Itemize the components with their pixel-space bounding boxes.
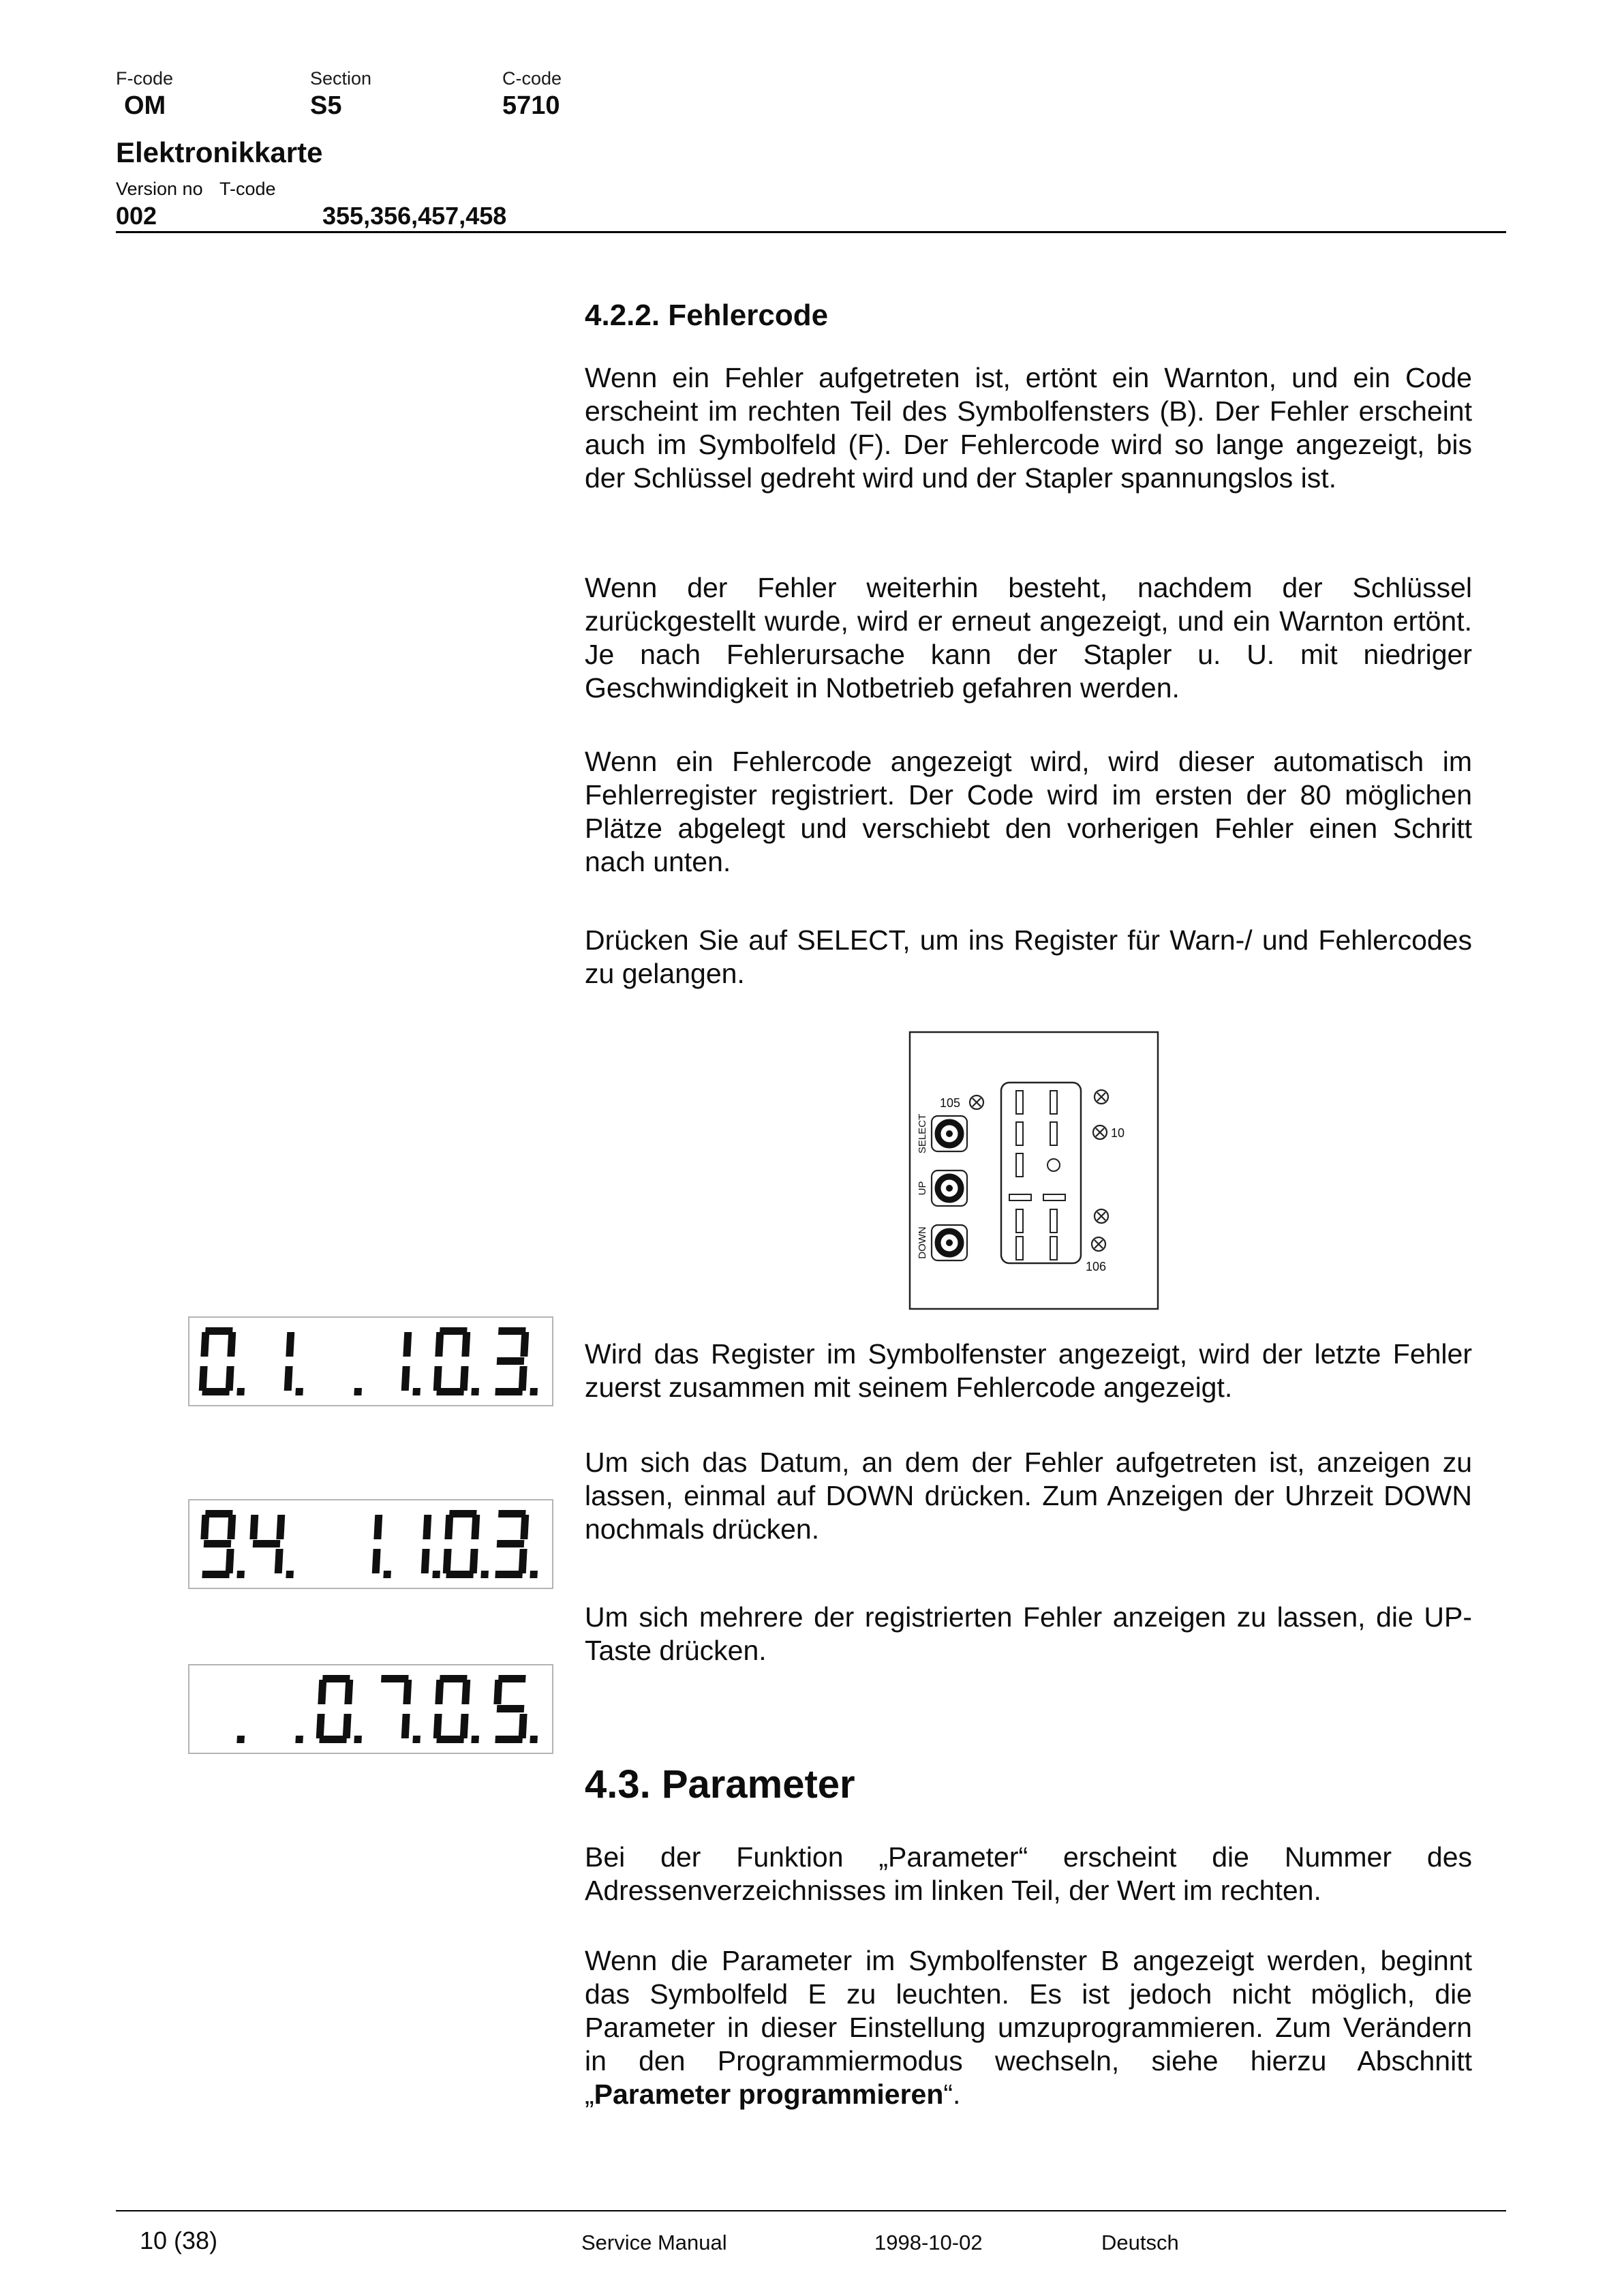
seven-segment-digit	[374, 1327, 425, 1395]
seven-segment-digit	[345, 1510, 396, 1578]
header-rule	[116, 231, 1506, 233]
section-heading-fehlercode: 4.2.2. Fehlercode	[585, 299, 829, 332]
t-code-label: T-code	[219, 179, 276, 199]
label-105: 105	[940, 1096, 961, 1110]
seven-segment-digit	[198, 1510, 249, 1578]
up-button-label: UP	[917, 1181, 928, 1196]
section-label: Section	[310, 68, 372, 89]
paragraph-parameter-2-post: “.	[943, 2079, 961, 2110]
paragraph-parameter-2-pre: Wenn die Parameter im Symbolfenster B angezeigt werden, beginnt das Symbolfeld E zu leuchten. Es ist jedoch nicht möglich, die Parameter in dieser Einstellung umzuprogrammieren. Zum Verändern in den Programmiermodus wechseln, siehe hierzu Abschnitt „	[585, 1945, 1472, 2110]
seven-segment-digit	[198, 1327, 249, 1395]
seven-segment-digit	[433, 1675, 484, 1743]
paragraph-datum-anzeige: Um sich das Datum, an dem der Fehler aufgetreten ist, anzeigen zu lassen, einmal auf DOWN drücken. Zum Anzeigen der Uhrzeit DOWN nochmals drücken.	[585, 1447, 1472, 1545]
section-value: S5	[310, 91, 342, 120]
seven-segment-digit	[394, 1510, 445, 1578]
paragraph-mehrere-fehler: Um sich mehrere der registrierten Fehler anzeigen zu lassen, die UP-Taste drücken.	[585, 1601, 1472, 1666]
footer-rule	[116, 2210, 1506, 2211]
f-code-label: F-code	[116, 68, 174, 89]
paragraph-register-anzeige: Wird das Register im Symbolfenster angezeigt, wird der letzte Fehler zuerst zusammen mit seinem Fehlercode angezeigt.	[585, 1338, 1472, 1403]
seven-segment-digit	[296, 1510, 348, 1578]
down-button-label: DOWN	[917, 1226, 928, 1259]
seven-segment-digit	[316, 1675, 367, 1743]
seven-segment-digit	[374, 1675, 425, 1743]
c-code-value: 5710	[502, 91, 560, 120]
version-value: 002	[116, 202, 157, 230]
paragraph-fehlercode-1: Wenn ein Fehler aufgetreten ist, ertönt ein Warnton, und ein Code erscheint im rechten Teil des Symbolfensters (B). Der Fehler erscheint auch im Symbolfeld (F). Der Fehlercode wird so lange angezeigt, bis der Schlüssel gedreht wird und der Stapler spannungslos ist.	[585, 362, 1472, 494]
control-panel-figure	[908, 1031, 1159, 1310]
select-button-label: SELECT	[917, 1113, 928, 1154]
seven-segment-digit	[491, 1675, 542, 1743]
error-code-display	[188, 1316, 553, 1406]
label-106: 106	[1086, 1260, 1107, 1273]
seven-segment-digit	[247, 1510, 299, 1578]
footer-language: Deutsch	[1101, 2231, 1179, 2254]
paragraph-fehlercode-3: Wenn ein Fehlercode angezeigt wird, wird dieser automatisch im Fehlerregister registriert. Der Code wird im ersten der 80 möglichen Plätze abgelegt und verschiebt den vorherigen Fehler einen Schritt nach unten.	[585, 746, 1472, 877]
seven-segment-digit	[257, 1675, 308, 1743]
page-header	[116, 68, 797, 235]
card-title: Elektronikkarte	[116, 136, 323, 168]
paragraph-parameter-2	[585, 1944, 1472, 2111]
control-panel-drawing	[908, 1031, 1159, 1310]
seven-segment-digit	[198, 1675, 249, 1743]
paragraph-parameter-1: Bei der Funktion „Parameter“ erscheint die Nummer des Adressenverzeichnisses im linken Teil, der Wert im rechten.	[585, 1841, 1472, 1906]
footer-date: 1998-10-02	[874, 2231, 983, 2254]
seven-segment-digit	[257, 1327, 308, 1395]
page-number: 10 (38)	[140, 2226, 218, 2254]
footer-document-name: Service Manual	[581, 2231, 727, 2254]
paragraph-parameter-2-bold: Parameter programmieren	[594, 2079, 944, 2110]
section-heading-parameter: 4.3. Parameter	[585, 1762, 855, 1807]
paragraph-fehlercode-2: Wenn der Fehler weiterhin besteht, nachdem der Schlüssel zurückgestellt wurde, wird er erneut angezeigt, und ein Warnton ertönt. Je nach Fehlerursache kann der Stapler u. U. mit niedriger Geschwindigkeit in Notbetrieb gefahren werden.	[585, 572, 1472, 704]
error-time-display	[188, 1664, 553, 1754]
seven-segment-digit	[491, 1327, 542, 1395]
error-date-display	[188, 1499, 553, 1589]
seven-segment-digit	[491, 1510, 542, 1578]
version-label: Version no	[116, 179, 203, 199]
label-10: 10	[1111, 1126, 1125, 1140]
f-code-value: OM	[124, 91, 166, 120]
c-code-label: C-code	[502, 68, 562, 89]
seven-segment-digit	[443, 1510, 494, 1578]
t-code-value: 355,356,457,458	[322, 202, 507, 230]
seven-segment-digit	[316, 1327, 367, 1395]
paragraph-select-hint: Drücken Sie auf SELECT, um ins Register für Warn-/ und Fehlercodes zu gelangen.	[585, 924, 1472, 989]
seven-segment-digit	[433, 1327, 484, 1395]
